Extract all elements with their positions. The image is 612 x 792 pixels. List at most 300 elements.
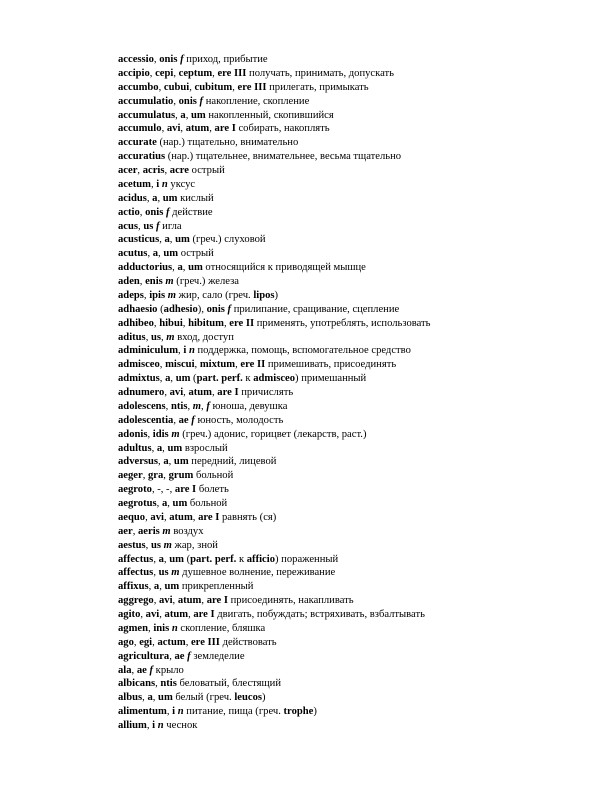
entry-term: accuratius [118, 151, 166, 163]
entry-term: aggrego [118, 595, 154, 607]
entry-text: ) примешанный [295, 373, 367, 385]
entry-text: , [152, 636, 158, 648]
entry-term: accurate [118, 137, 157, 149]
entry-term: m [163, 539, 172, 551]
dictionary-entry [118, 580, 608, 594]
dictionary-entry [118, 81, 608, 95]
entry-term: admixtus [118, 373, 160, 385]
entry-text: , [158, 248, 164, 260]
entry-term: are I [206, 595, 228, 607]
dictionary-entry [118, 67, 608, 81]
dictionary-entry [118, 206, 608, 220]
entry-term: a [147, 692, 153, 704]
entry-term: i [172, 706, 178, 718]
entry-text: , [185, 636, 191, 648]
entry-term: a [153, 581, 160, 593]
entry-term: f [149, 664, 154, 676]
entry-text: ( [183, 553, 191, 565]
entry-term: onis [145, 206, 166, 218]
entry-term: adultus [118, 442, 152, 454]
entry-text: равнять (ся) [219, 511, 277, 523]
entry-term: a [158, 553, 164, 565]
entry-term: ere III [237, 81, 267, 93]
entry-text: взрослый [182, 442, 228, 454]
entry-text: , [235, 359, 241, 371]
entry-term: i [156, 178, 162, 190]
entry-term: aeris [138, 525, 163, 537]
entry-term: ere II [240, 359, 266, 371]
entry-term: acer [118, 165, 138, 176]
entry-term: i [152, 720, 158, 731]
entry-text: , [133, 636, 140, 648]
entry-term: accumulatus [118, 109, 176, 121]
dictionary-entry [118, 608, 608, 622]
entry-text: (греч.) железа [173, 276, 239, 287]
entry-text: , [153, 567, 159, 579]
entry-text: , [158, 81, 164, 93]
entry-term: acus [118, 220, 139, 232]
entry-term: f [155, 220, 160, 232]
entry-term: adhesio [163, 303, 198, 315]
entry-text: , [163, 470, 169, 482]
entry-term: us [143, 220, 156, 232]
entry-term: f [180, 54, 184, 65]
entry-term: part. perf. [190, 553, 237, 565]
entry-text: прилегать, примыкать [266, 81, 369, 93]
entry-term: grum [168, 470, 194, 482]
dictionary-entry [118, 331, 608, 345]
entry-text: жир, сало (греч. [176, 289, 254, 301]
entry-text: ( [157, 303, 164, 315]
entry-text: , [183, 387, 189, 398]
entry-text: накопление, скопление [203, 95, 310, 107]
entry-term: leucos [234, 692, 262, 704]
entry-text: , [212, 387, 218, 398]
entry-text: прилипание, сращивание, сцепление [231, 303, 400, 315]
entry-text: , [232, 81, 238, 93]
entry-term: ae [136, 664, 150, 676]
dictionary-entry [118, 358, 608, 372]
dictionary-entry [118, 289, 608, 303]
entry-term: m [192, 400, 202, 412]
entry-term: adversus [118, 456, 159, 468]
dictionary-entry [118, 664, 608, 678]
entry-text: , [152, 692, 159, 704]
entry-term: avi [159, 595, 173, 607]
entry-text: больной [193, 470, 234, 482]
entry-term: allium [118, 720, 147, 731]
entry-term: m [165, 276, 174, 287]
entry-term: adolescentia [118, 414, 174, 426]
entry-text: присоединять, накапливать [227, 595, 354, 607]
entry-term: ere III [217, 67, 247, 79]
entry-text: питание, пища (греч. [183, 706, 284, 718]
entry-term: um [158, 692, 173, 704]
entry-text: вход, доступ [174, 331, 234, 343]
entry-term: n [157, 720, 164, 731]
entry-term: adhibeo [118, 317, 154, 329]
entry-text: , [201, 595, 207, 607]
entry-term: n [161, 178, 168, 190]
entry-term: um [163, 248, 179, 260]
entry-text: , [173, 67, 179, 79]
entry-text: , [151, 442, 157, 454]
entry-term: ntis [160, 678, 177, 690]
entry-text: , [164, 165, 170, 176]
entry-text: игла [159, 220, 182, 232]
entry-term: actum [157, 636, 186, 648]
entry-text: , [161, 331, 167, 343]
entry-text: , [173, 414, 179, 426]
entry-term: adhaesio [118, 303, 158, 315]
entry-text: (греч.) слуховой [189, 234, 266, 246]
entry-term: onis [206, 303, 228, 315]
entry-term: ntis [170, 400, 188, 412]
entry-text: ) [313, 706, 317, 718]
entry-term: admisceo [253, 373, 296, 385]
entry-term: aestus [118, 539, 146, 551]
dictionary-entry [118, 261, 608, 275]
entry-text: , [172, 262, 178, 274]
entry-term: f [206, 400, 210, 412]
entry-term: are I [198, 511, 220, 523]
entry-text: , [212, 67, 218, 79]
entry-term: a [164, 234, 170, 246]
entry-term: um [188, 262, 203, 274]
entry-text: , [169, 234, 176, 246]
entry-term: n [177, 706, 184, 718]
entry-term: a [152, 248, 159, 260]
dictionary-entry [118, 136, 608, 150]
entry-text: белый (греч. [172, 692, 235, 704]
entry-text: острый [189, 165, 225, 176]
entry-term: are I [174, 484, 197, 496]
entry-term: onis [178, 95, 200, 107]
entry-term: um [169, 553, 184, 565]
entry-term: afficio [246, 553, 275, 565]
entry-text: двигать, побуждать; встряхивать, взбалтывать [214, 609, 425, 620]
entry-text: , [157, 192, 163, 204]
dictionary-entry [118, 691, 608, 705]
entry-term: um [164, 581, 180, 593]
entry-text: , [163, 553, 170, 565]
entry-text: , [178, 345, 184, 357]
entry-text: , [175, 109, 181, 121]
entry-text: , [188, 609, 194, 620]
entry-term: ae [174, 650, 188, 662]
entry-text: , [150, 178, 157, 190]
dictionary-entry [118, 442, 608, 456]
entry-text: , [147, 428, 153, 440]
entry-text: , [161, 123, 167, 135]
entry-term: albus [118, 692, 143, 704]
entry-term: acris [142, 165, 165, 176]
entry-text: , [159, 373, 166, 385]
entry-term: accumulo [118, 123, 162, 135]
entry-text: ) [262, 692, 266, 704]
entry-text: , [185, 109, 191, 121]
entry-term: adnumero [118, 387, 165, 398]
entry-term: acre [169, 165, 189, 176]
dictionary-entry [118, 400, 608, 414]
dictionary-entry [118, 566, 608, 580]
entry-text: воздух [170, 525, 204, 537]
entry-term: are I [193, 609, 215, 620]
entry-term: adductorius [118, 262, 173, 274]
entry-term: albicans [118, 678, 156, 690]
dictionary-entry [118, 164, 608, 178]
entry-text: , [145, 539, 151, 551]
entry-text: , [153, 317, 160, 329]
entry-term: a [156, 442, 163, 454]
entry-text: беловатый, блестящий [176, 678, 282, 690]
entry-text: получать, принимать, допускать [246, 67, 394, 79]
entry-term: alimentum [118, 706, 167, 718]
entry-text: душевное волнение, переживание [179, 567, 336, 579]
entry-text: , [153, 595, 159, 607]
entry-text: , [149, 67, 156, 79]
dictionary-entry [118, 220, 608, 234]
entry-text: , [164, 387, 170, 398]
entry-text: , [224, 317, 230, 329]
entry-text: , [201, 400, 207, 412]
entry-term: miscui [165, 359, 195, 371]
entry-term: ere III [190, 636, 220, 648]
dictionary-entry [118, 247, 608, 261]
entry-term: f [191, 414, 195, 426]
dictionary-entry [118, 275, 608, 289]
entry-term: are I [214, 123, 236, 135]
dictionary-entry [118, 414, 608, 428]
entry-text: , [132, 525, 138, 537]
entry-text: , [145, 331, 151, 343]
entry-term: aegroto [118, 484, 152, 496]
entry-text: , [163, 511, 170, 523]
entry-text: , [142, 470, 148, 482]
entry-text: , [189, 81, 195, 93]
dictionary-entry [118, 122, 608, 136]
entry-term: a [180, 109, 186, 121]
entry-text: крыло [153, 664, 184, 676]
entry-text: , [173, 95, 179, 107]
entry-term: m [171, 428, 180, 440]
entry-text: юноша, девушка [209, 400, 288, 412]
entry-term: acusticus [118, 234, 160, 246]
entry-text: , [182, 262, 189, 274]
dictionary-entry [118, 497, 608, 511]
entry-term: atum [177, 595, 202, 607]
entry-term: f [199, 95, 204, 107]
entry-term: onis [159, 54, 181, 65]
dictionary-entry [118, 705, 608, 719]
entry-term: um [190, 109, 206, 121]
entry-term: accipio [118, 67, 150, 79]
entry-text: , [180, 123, 186, 135]
entry-term: affectus [118, 567, 154, 579]
entry-term: enis [145, 276, 166, 287]
entry-term: m [167, 289, 177, 301]
entry-term: atum [185, 123, 210, 135]
entry-text: , [142, 692, 148, 704]
entry-text: (нар.) тщательно, внимательно [156, 137, 299, 149]
entry-text: болеть [196, 484, 229, 496]
dictionary-entry [118, 317, 608, 331]
entry-term: f [187, 650, 191, 662]
dictionary-entry [118, 511, 608, 525]
dictionary-entry [118, 344, 608, 358]
entry-term: accessio [118, 54, 154, 65]
entry-text: ) пораженный [275, 553, 339, 565]
entry-term: a [152, 192, 158, 204]
dictionary-entry [118, 594, 608, 608]
entry-text: , [209, 123, 215, 135]
dictionary-entry [118, 636, 608, 650]
entry-text: , [148, 622, 154, 634]
entry-text: , [166, 706, 173, 718]
entry-term: aden [118, 276, 140, 287]
entry-text: к [236, 553, 247, 565]
dictionary-entry [118, 650, 608, 664]
entry-text: примешивать, присоединять [265, 359, 397, 371]
entry-text: юность, молодость [194, 414, 284, 426]
dictionary-entry [118, 719, 608, 733]
entry-term: i [183, 345, 189, 357]
entry-text: , [139, 206, 146, 218]
entry-text: , [137, 165, 143, 176]
entry-term: um [173, 456, 189, 468]
dictionary-entry [118, 150, 608, 164]
entry-term: um [175, 234, 190, 246]
entry-term: us [150, 539, 164, 551]
entry-text: , [159, 359, 166, 371]
entry-term: part. perf. [196, 373, 243, 385]
entry-term: n [188, 345, 195, 357]
entry-term: a [177, 262, 183, 274]
entry-text: , [153, 553, 159, 565]
entry-term: cubitum [194, 81, 233, 93]
entry-term: mixtum [199, 359, 236, 371]
entry-text: уксус [167, 178, 196, 190]
entry-text: , [131, 664, 137, 676]
dictionary-entry [118, 428, 608, 442]
entry-text: кислый [177, 192, 214, 204]
entry-term: a [165, 373, 171, 385]
entry-text: , [187, 400, 193, 412]
entry-term: m [166, 331, 175, 343]
entry-text: , [172, 595, 178, 607]
entry-term: accumulatio [118, 95, 174, 107]
dictionary-entry [118, 109, 608, 123]
entry-text: , [170, 373, 176, 385]
entry-text: ) [274, 289, 279, 301]
entry-term: avi [166, 123, 181, 135]
entry-term: gra [148, 470, 164, 482]
entry-term: agmen [118, 622, 149, 634]
dictionary-entry [118, 677, 608, 691]
entry-term: cepi [155, 67, 174, 79]
entry-text: , [165, 400, 171, 412]
entry-term: agricultura [118, 650, 170, 662]
dictionary-entry [118, 455, 608, 469]
entry-text: , [194, 359, 200, 371]
entry-text: действие [169, 206, 213, 218]
entry-text: , [169, 650, 175, 662]
entry-term: atum [188, 387, 212, 398]
dictionary-entry [118, 178, 608, 192]
entry-term: actio [118, 206, 140, 218]
entry-text: , [139, 276, 146, 287]
entry-term: ago [118, 636, 134, 648]
entry-text: причислять [238, 387, 294, 398]
entry-term: f [227, 303, 232, 315]
dictionary-entry [118, 233, 608, 247]
entry-term: ala [118, 664, 132, 676]
entry-term: a [161, 498, 168, 509]
entry-term: acutus [118, 248, 148, 260]
dictionary-entry [118, 483, 608, 497]
entry-term: aer [118, 525, 133, 537]
entry-term: aditus [118, 331, 146, 343]
entry-text: , [156, 498, 162, 509]
entry-text: прикрепленный [179, 581, 254, 593]
entry-term: adonis [118, 428, 148, 440]
entry-text: , [146, 720, 153, 731]
dictionary-entry [118, 525, 608, 539]
entry-text: , -, -, [151, 484, 175, 496]
entry-text: , [155, 678, 161, 690]
entry-term: atum [164, 609, 189, 620]
dictionary-entry-list [118, 53, 608, 733]
entry-text: передний, лицевой [188, 456, 277, 468]
entry-term: n [171, 622, 178, 634]
entry-text: , [146, 192, 153, 204]
entry-term: ceptum [178, 67, 213, 79]
entry-text: , [168, 456, 174, 468]
entry-term: adminiculum [118, 345, 179, 357]
entry-text: приход, прибытие [183, 54, 268, 65]
entry-text: собирать, накоплять [235, 123, 330, 135]
entry-term: trophe [283, 706, 314, 718]
dictionary-entry [118, 95, 608, 109]
entry-term: accumbo [118, 81, 159, 93]
dictionary-entry [118, 622, 608, 636]
dictionary-entry [118, 303, 608, 317]
dictionary-entry [118, 192, 608, 206]
entry-term: cubui [163, 81, 190, 93]
entry-term: us [150, 331, 161, 343]
entry-text: жар, зной [171, 539, 218, 551]
entry-term: m [171, 567, 180, 579]
entry-text: ), [197, 303, 207, 315]
entry-term: m [162, 525, 171, 537]
entry-text: , [167, 498, 173, 509]
entry-term: aeger [118, 470, 143, 482]
entry-term: affixus [118, 581, 149, 593]
entry-term: acetum [118, 178, 151, 190]
entry-term: lipos [253, 289, 275, 301]
entry-term: ae [178, 414, 192, 426]
entry-term: avi [150, 511, 164, 523]
entry-text: , [159, 609, 165, 620]
entry-text: , [147, 248, 153, 260]
entry-text: , [140, 609, 146, 620]
dictionary-entry [118, 553, 608, 567]
entry-term: affectus [118, 553, 154, 565]
entry-term: admisceo [118, 359, 160, 371]
entry-term: f [165, 206, 170, 218]
entry-term: inis [153, 622, 172, 634]
entry-term: avi [145, 609, 160, 620]
